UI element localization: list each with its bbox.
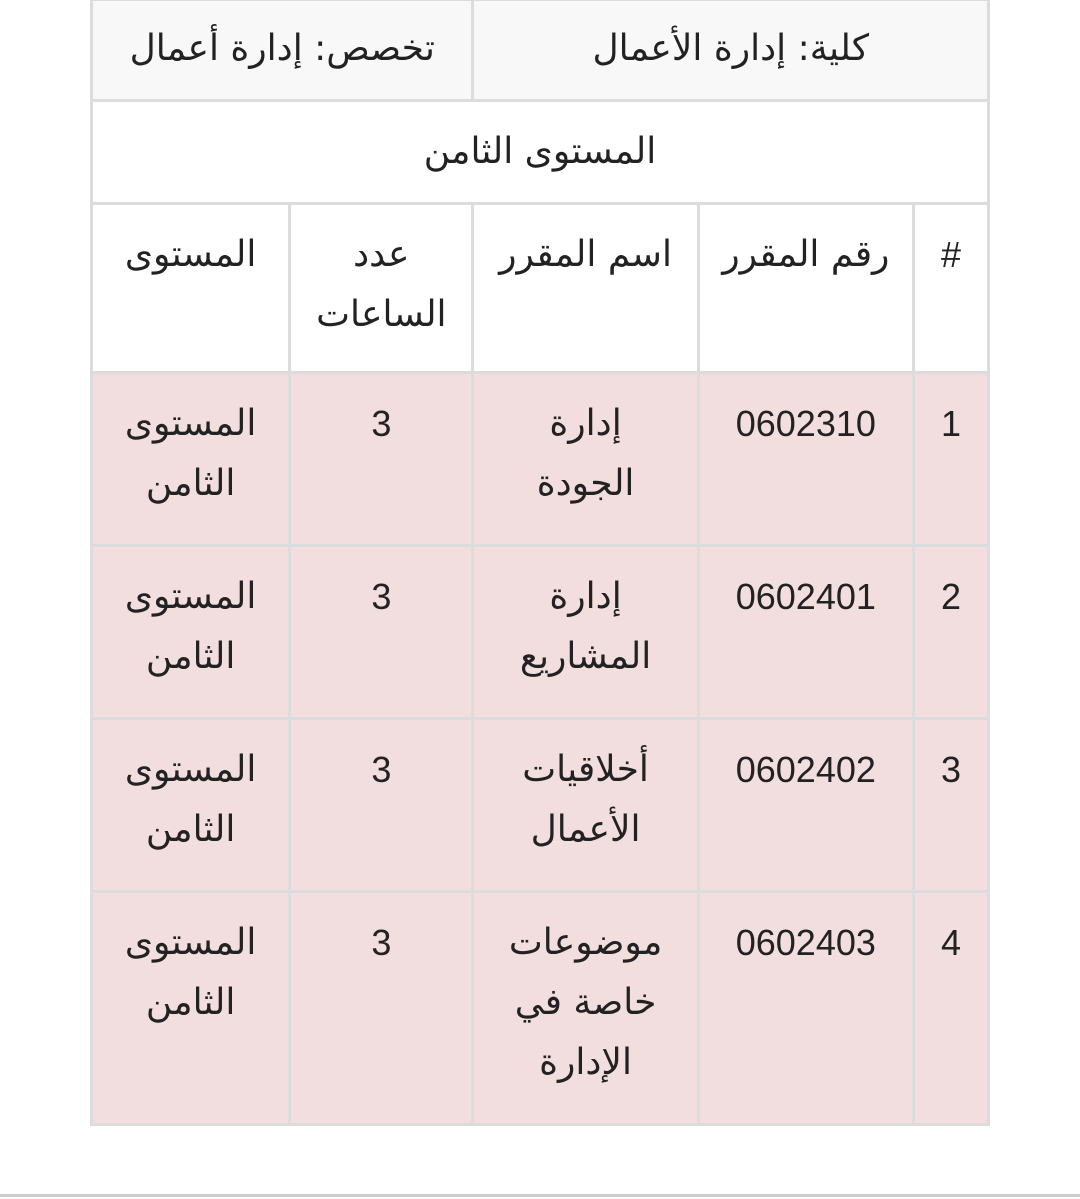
- row-hours: 3: [290, 373, 473, 546]
- row-index: 1: [913, 373, 988, 546]
- table-row: [92, 892, 989, 1125]
- study-plan-table-container: [90, 0, 990, 1126]
- header-course-name: اسم المقرر: [473, 204, 698, 373]
- row-course-code: 0602310: [698, 373, 913, 546]
- row-course-name: أخلاقيات الأعمال: [473, 719, 698, 892]
- header-course-code: رقم المقرر: [698, 204, 913, 373]
- row-index: 4: [913, 892, 988, 1125]
- row-course-name: إدارة المشاريع: [473, 546, 698, 719]
- table-header-row: [92, 204, 989, 373]
- table-row: [92, 719, 989, 892]
- bottom-divider: [0, 1194, 1080, 1197]
- row-index: 3: [913, 719, 988, 892]
- row-hours: 3: [290, 719, 473, 892]
- header-hours: عدد الساعات: [290, 204, 473, 373]
- college-cell: كلية: إدارة الأعمال: [473, 0, 989, 101]
- level-title: المستوى الثامن: [92, 101, 989, 204]
- row-course-code: 0602402: [698, 719, 913, 892]
- major-cell: تخصص: إدارة أعمال: [92, 0, 473, 101]
- row-course-code: 0602401: [698, 546, 913, 719]
- row-course-code: 0602403: [698, 892, 913, 1125]
- row-course-name: موضوعات خاصة في الإدارة: [473, 892, 698, 1125]
- row-hours: 3: [290, 546, 473, 719]
- row-hours: 3: [290, 892, 473, 1125]
- row-level: المستوى الثامن: [92, 373, 290, 546]
- header-level: المستوى: [92, 204, 290, 373]
- row-level: المستوى الثامن: [92, 892, 290, 1125]
- row-index: 2: [913, 546, 988, 719]
- row-course-name: إدارة الجودة: [473, 373, 698, 546]
- row-level: المستوى الثامن: [92, 546, 290, 719]
- table-row: [92, 546, 989, 719]
- study-plan-table: [90, 0, 990, 1126]
- table-row: [92, 373, 989, 546]
- row-level: المستوى الثامن: [92, 719, 290, 892]
- level-title-row: [92, 101, 989, 204]
- info-row: [92, 0, 989, 101]
- header-index: #: [913, 204, 988, 373]
